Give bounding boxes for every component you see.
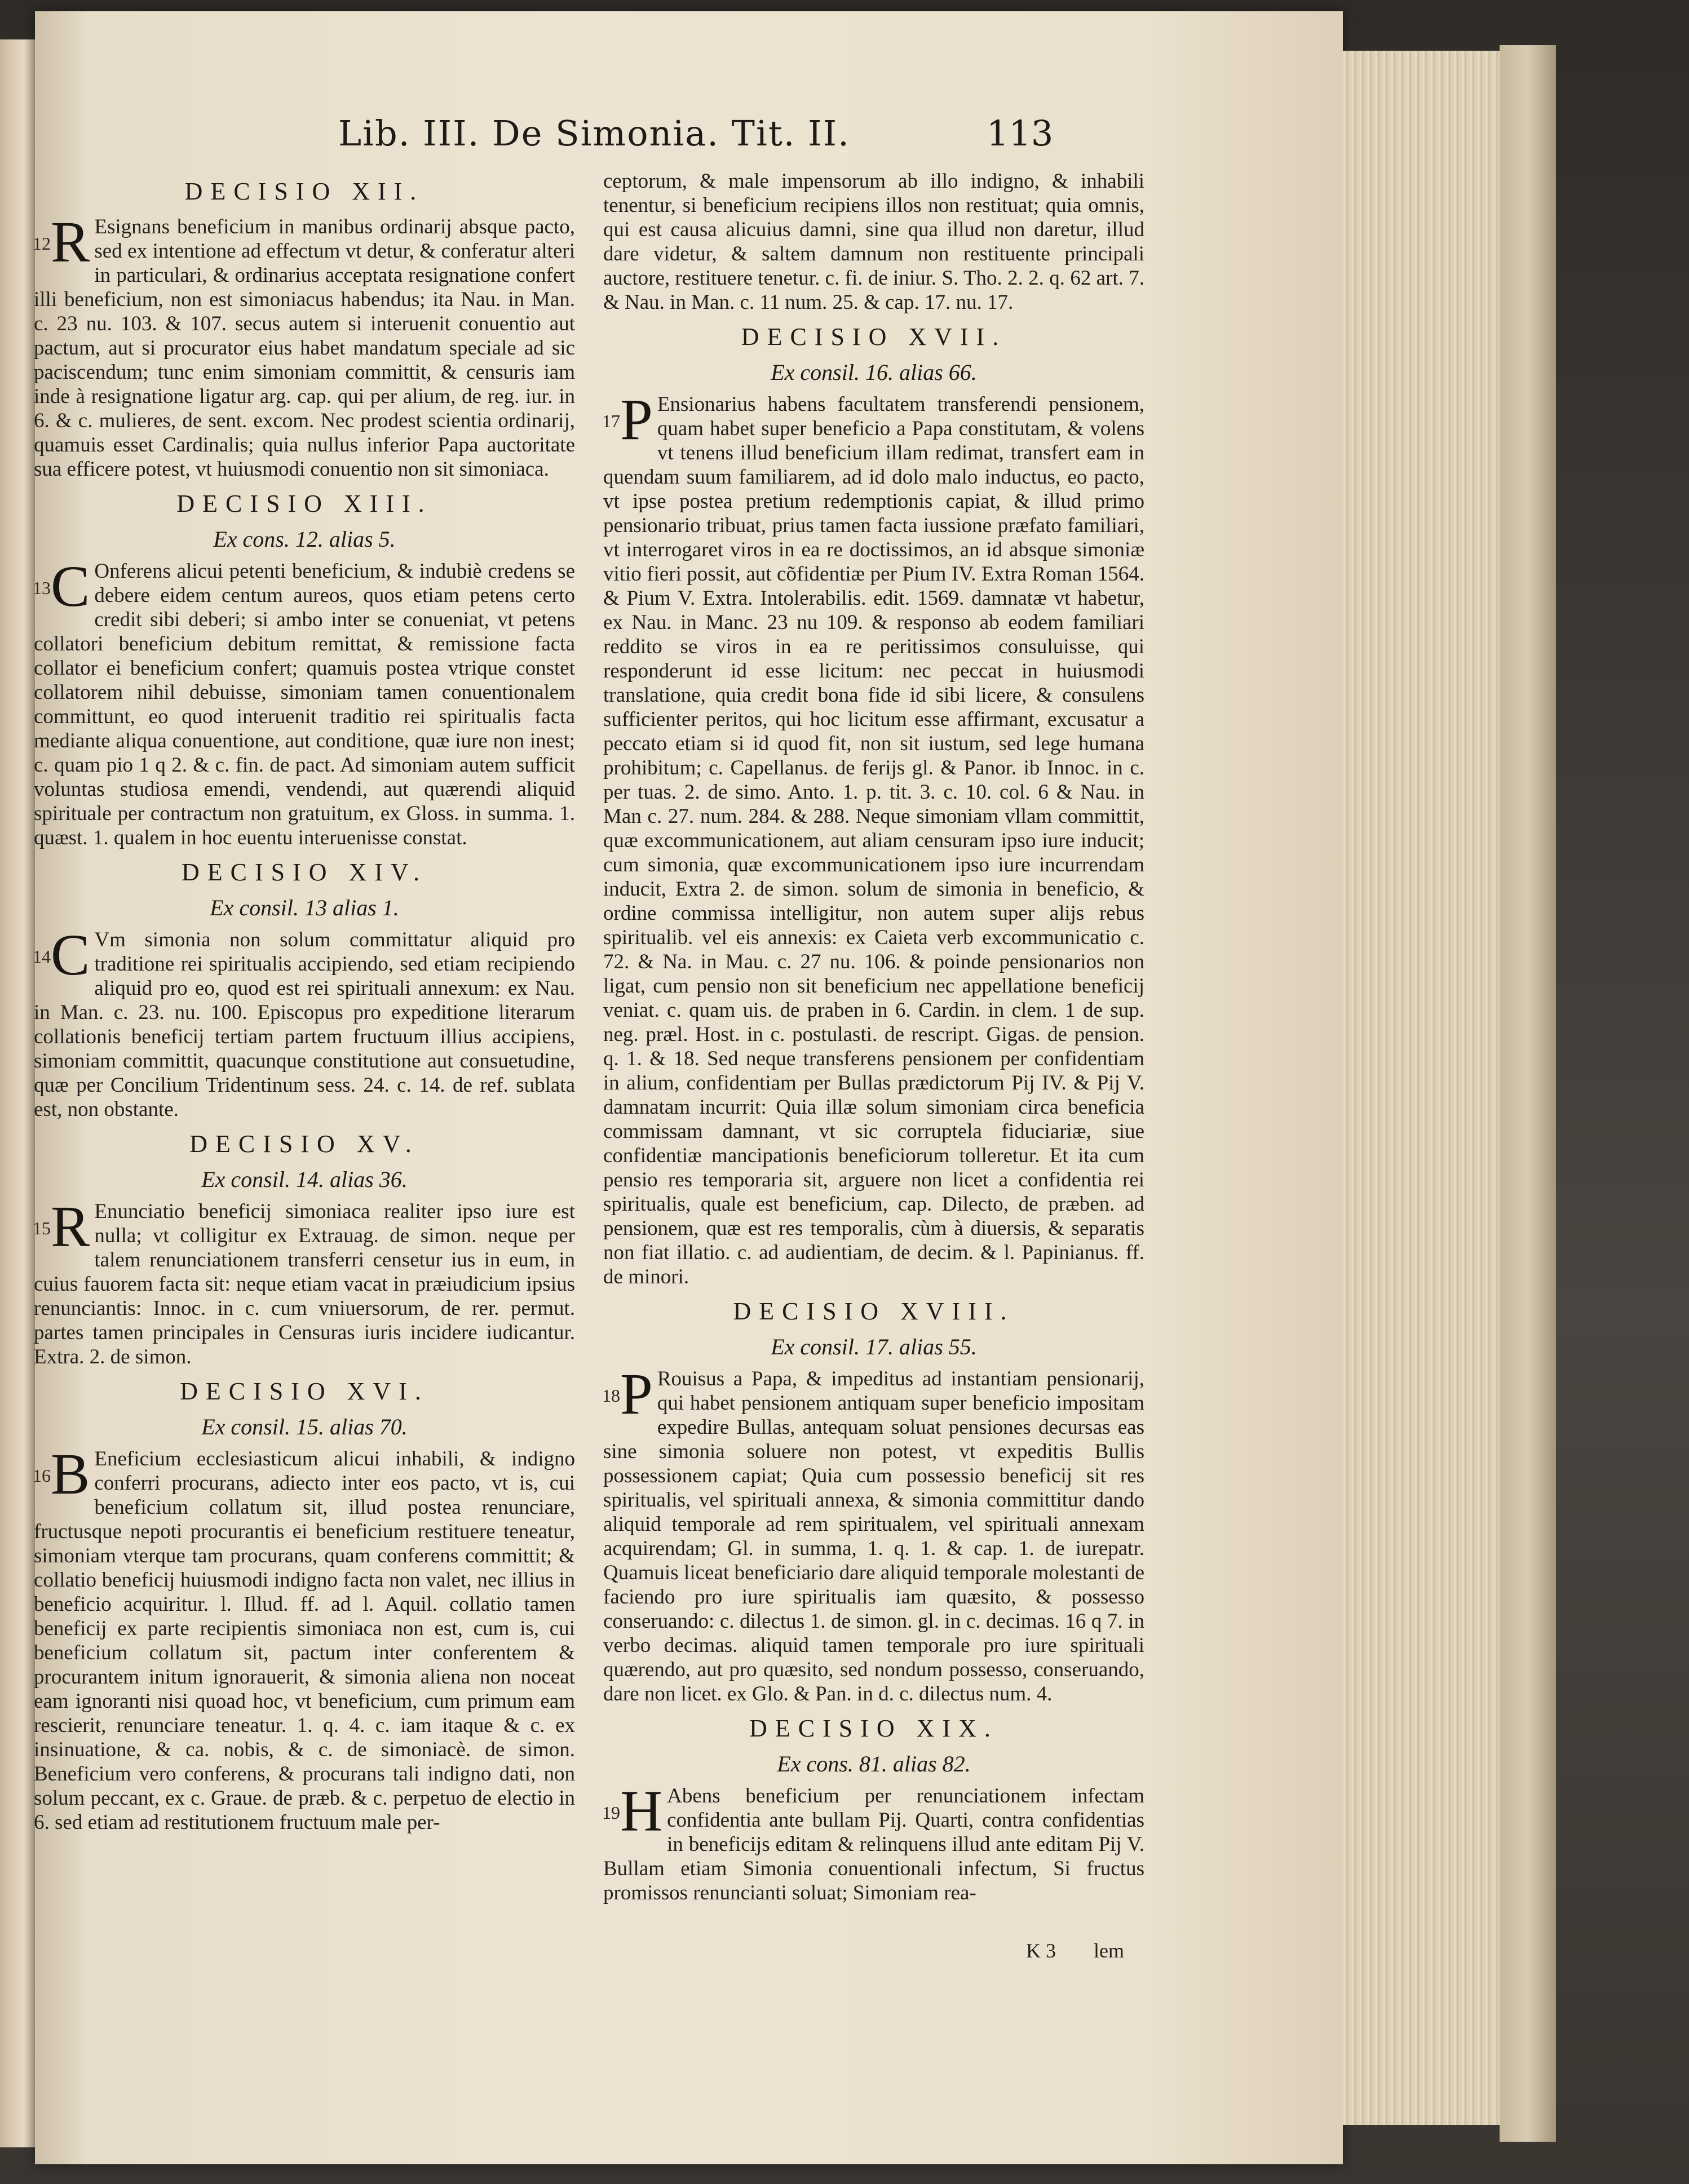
paragraph-text: Onferens alicui petenti beneficium, & indubiè credens se debere eidem centum aureos, quos etiam petens certo credit sibi deberi; si ambo inter se conueniat, vt petens collatori beneficium debitum remittat, & remissione facta collator ei beneficium confert; quamuis postea vtrique constet collatorem nihil debuisse, simoniam tamen conuentionalem committunt, eo quod interuenit traditio rei spiritualis facta mediante aliqua conuentione, aut conditione, quæ iure non inest; c. quam pio 1 q 2. & c. fin. de pact. Ad simoniam autem sufficit voluntas studiosa emendi, vendendi, aut quærendi aliquid spirituale per contractum non gratuitum, ex Gloss. in summa. 1. quæst. 1. qualem in hoc euentu interuenisse constat. xyxy=(34,560,575,849)
paragraph-text: ceptorum, & male impensorum ab illo indigno, & inhabili tenentur, si beneficium recipiens illos non restituat; quia omnis, qui est causa alicuius damni, sine qua illud non daretur, illud dare videtur, & saltem damnum non restituente principali auctore, restituere tenetur. c. fi. de iniur. S. Tho. 2. 2. q. 62 art. 7. & Nau. in Man. c. 11 num. 25. & cap. 17. nu. 17. xyxy=(603,170,1144,314)
paragraph xyxy=(602,387,1144,1289)
right-column xyxy=(603,169,1144,1911)
source-reference: Ex cons. 81. alias 82. xyxy=(777,1751,971,1777)
drop-cap: C xyxy=(51,554,90,619)
source-reference: Ex consil. 17. alias 55. xyxy=(771,1334,977,1359)
catchword: lem xyxy=(1094,1939,1124,1962)
paragraph xyxy=(33,554,575,850)
decisio-heading: DECISIO XVIII. xyxy=(733,1297,1015,1325)
marginal-number: 15 xyxy=(33,1218,51,1238)
page-number: 113 xyxy=(987,113,1054,154)
paragraph-text: Esignans beneficium in manibus ordinarij absque pacto, sed ex intentione ad effectum vt detur, & conferatur alteri in particulari, & ordinarius acceptata resignatione confert illi beneficium, non est simoniacus habendus; ita Nau. in Man. c. 23 nu. 103. & 107. secus autem si interuenit conuentio aut pactum, aut si procurator eius habet mandatum speciale ad sic paciscendum; tunc enim simoniam committit, & censuris iam inde à resignatione ligatur arg. cap. qui per alium, de reg. iur. in 6. & c. mulieres, de sent. excom. Nec prodest scientia ordinarij, quamuis esset Cardinalis; quia nullus inferior Papa auctoritate sua efficere potest, vt huiusmodi conuentio non sit simoniaca. xyxy=(34,215,575,481)
drop-cap: P xyxy=(620,1362,653,1427)
paragraph-text: Abens beneficium per renunciationem infectam confidentia ante bullam Pij. Quarti, contra confidentias in beneficijs editam & relinquens illud ante editam Pij V. Bullam etiam Simonia conuentionali infectum, Si fructus promissos renuncianti soluat; Simoniam rea- xyxy=(603,1784,1144,1904)
drop-cap: H xyxy=(620,1779,663,1844)
paragraph xyxy=(33,1194,575,1369)
drop-cap: R xyxy=(51,210,90,274)
drop-cap: C xyxy=(51,923,90,987)
decisio-heading: DECISIO XIX. xyxy=(749,1715,998,1742)
source-reference: Ex consil. 13 alias 1. xyxy=(210,895,399,920)
marginal-number: 14 xyxy=(33,946,51,967)
source-reference: Ex consil. 16. alias 66. xyxy=(771,360,977,385)
drop-cap: R xyxy=(51,1194,90,1259)
paragraph-text: Vm simonia non solum committatur aliquid pro traditione rei spiritualis accipiendo, sed etiam recipiendo aliquid pro eo, quod est rei spirituali annexum: ex Nau. in Man. c. 23. nu. 100. Episcopus pro expeditione literarum collationis beneficij tertiam partem fructuum illius accipiens, simoniam committit, quacunque constitutione aut consuetudine, quæ per Concilium Tridentinum sess. 24. c. 14. de ref. sublata est, non obstante. xyxy=(34,928,575,1121)
paragraph-text: Rouisus a Papa, & impeditus ad instantiam pensionarij, qui habet pensionem antiquam super beneficio impositam expedire Bullas, antequam soluat pensiones decursas eas sine simonia soluere non potest, vt expeditis Bullis possessionem capiat; Quia cum possessio beneficij sit res spiritualis, vel spirituali annexa, & simonia committitur dando aliquid temporale ad rem spiritualem, vel spirituali annexam acquirendam; Gl. in summa, 1. q. 1. & cap. 1. de iurepatr. Quamuis liceat beneficiario dare aliquid temporale molestanti de faciendo pro iure spiritualis iam quæsito, & possesso conseruando: c. dilectus 1. de simon. gl. in c. decimas. 16 q 7. in verbo decimas. aliquid tamen temporale pro iure spirituali quærendo, aut pro quæsito, sed nondum possesso, conseruando, dare non licet. ex Glo. & Pan. in d. c. dilectus num. 4. xyxy=(603,1367,1144,1705)
paragraph xyxy=(602,1362,1144,1706)
marginal-number: 13 xyxy=(33,578,51,598)
decisio-heading: DECISIO XIV. xyxy=(181,858,428,886)
source-reference: Ex consil. 15. alias 70. xyxy=(201,1414,408,1439)
decisio-heading: DECISIO XVII. xyxy=(741,323,1007,351)
drop-cap: B xyxy=(51,1442,90,1507)
paragraph xyxy=(33,1442,575,1835)
marginal-number: 12 xyxy=(33,233,51,254)
decisio-heading: DECISIO XV. xyxy=(189,1130,419,1158)
marginal-number: 16 xyxy=(33,1465,51,1486)
decisio-heading: DECISIO XIII. xyxy=(176,490,432,517)
source-reference: Ex cons. 12. alias 5. xyxy=(213,526,396,552)
page-fore-edge xyxy=(1342,51,1513,2125)
source-reference: Ex consil. 14. alias 36. xyxy=(201,1167,408,1192)
paragraph-continuation xyxy=(603,169,1144,314)
marginal-number: 17 xyxy=(602,411,620,431)
marginal-number: 18 xyxy=(602,1385,620,1406)
paragraph-text: Ensionarius habens facultatem transferendi pensionem, quam habet super beneficio a Papa constitutam, & volens vt tenens illud beneficium illam redimat, transfert eam in quendam suum familiarem, ad id dolo malo inductus, eo pacto, vt ipse postea pretium redemptionis capiat, & illud primo pensionario tribuat, prius tamen facta iussione præfato familiari, vt interrogaret viros in ea re doctissimos, an id absque simoniæ vitio fieri possit, aut cõfidentiæ per Pium IV. Extra Roman 1564. & Pium V. Extra. Intolerabilis. edit. 1569. damnatæ vt habetur, ex Nau. in Manc. 23 nu 109. & responso ab eodem familiari reddito se viros in ea re peritissimos consuluisse, qui responderunt id esse licitum: nec peccat in huiusmodi translatione, quia credit bona fide id sibi licere, & consulens sufficienter peritos, qui hoc licitum esse affirmant, excusatur a peccato etiam si id quod fit, non sit iustum, sed lege humana prohibitum; c. Capellanus. de ferijs gl. & Panor. ib Innoc. in c. per tuas. 2. de simo. Anto. 1. p. tit. 3. c. 10. col. 6 & Nau. in Man c. 27. num. 284. & 288. Neque simoniam vllam committit, quæ excommunicationem, aut aliam censuram ipso iure inducit; cum simonia, quæ excommunicationem ipso iure incurrendam inducit, Extra 2. de simon. solum de simonia in beneficio, & ordine commissa intelligitur, non autem super alijs rebus spiritualib. vel eis annexis: ex Caieta verb excommunicatio c. 72. & Na. in Mau. c. 27 nu. 106. & poinde pensionarios non ligat, cum pensio non sit beneficium nec appellatione beneficij veniat. c. quam uis. de praben in 6. Cardin. in clem. 1 de sup. neg. præl. Host. in c. postulasti. de rescript. Gigas. de pension. q. 1. & 18. Sed neque transferens pensionem per confidentiam in alium, confidentiam per Bullas prædictorum Pij IV. & Pij V. damnatam incurrit: Quia illæ solum simoniam circa beneficia commissam damnant, vt sic corruptela fiduciariæ, siue confidentiæ mancipationis beneficiorum tolleretur. Et ita cum pensio res temporaria sit, arguere non licet a confidentia rei spiritualis, quale est beneficium, cap. Dilecto, de præben. ad pensionem, quæ est res temporalis, cùm à diuersis, & separatis non fiat illatio. c. ad audientiam, de decim. & l. Papinianus. ff. de minori. xyxy=(603,393,1144,1288)
drop-cap: P xyxy=(620,387,653,452)
decisio-heading: DECISIO XVI. xyxy=(180,1377,429,1405)
decisio-heading: DECISIO XII. xyxy=(184,178,425,205)
running-title: Lib. III. De Simonia. Tit. II. xyxy=(338,113,850,154)
paragraph-text: Enunciatio beneficij simoniaca realiter ipso iure est nulla; vt colligitur ex Extrauag. de simon. neque per talem renunciationem transferri censetur ius in eum, in cuius fauorem facta sit: neque etiam vacat in præiudicium ipsius renunciantis: Innoc. in c. cum vniuersorum, de rer. permut. partes tamen principales in Censuras iuris incidere iudicantur. Extra. 2. de simon. xyxy=(34,1200,575,1368)
book-cover-edge xyxy=(1500,45,1556,2142)
paragraph xyxy=(33,210,575,481)
left-column xyxy=(34,169,575,1840)
signature-mark: K 3 xyxy=(1026,1939,1056,1962)
marginal-number: 19 xyxy=(602,1802,620,1823)
paragraph-text: Eneficium ecclesiasticum alicui inhabili, & indigno conferri procurans, adiecto inter eos pacto, vt is, cui beneficium collatum sit, illud postea renunciare, fructusque nepoti procurantis ei beneficium restituere teneatur, simoniam vterque tam procurans, quam conferens committit; & collatio beneficij huiusmodi indigno facta non valet, nec illius in beneficio acquiritur. l. Illud. ff. ad l. Aquil. collatio tamen beneficij ex parte recipientis simoniaca non est, cum is, cui beneficium collatum sit, pactum inter conferentem & procurantem initum ignorauerit, & simonia aliena non noceat eam ignoranti nisi quoad hoc, vt beneficium, cum primum eam rescierit, renunciare teneatur. 1. q. 4. c. iam itaque & c. ex insinuatione, & ca. nobis, & c. de simoniacè. de simon. Beneficium vero conferens, & procurans tali indigno dati, non solum peccant, ex c. Graue. de præb. & c. perpetuo de electio in 6. sed etiam ad restitutionem fructuum male per- xyxy=(34,1447,575,1834)
paragraph xyxy=(33,923,575,1122)
paragraph xyxy=(602,1779,1144,1905)
